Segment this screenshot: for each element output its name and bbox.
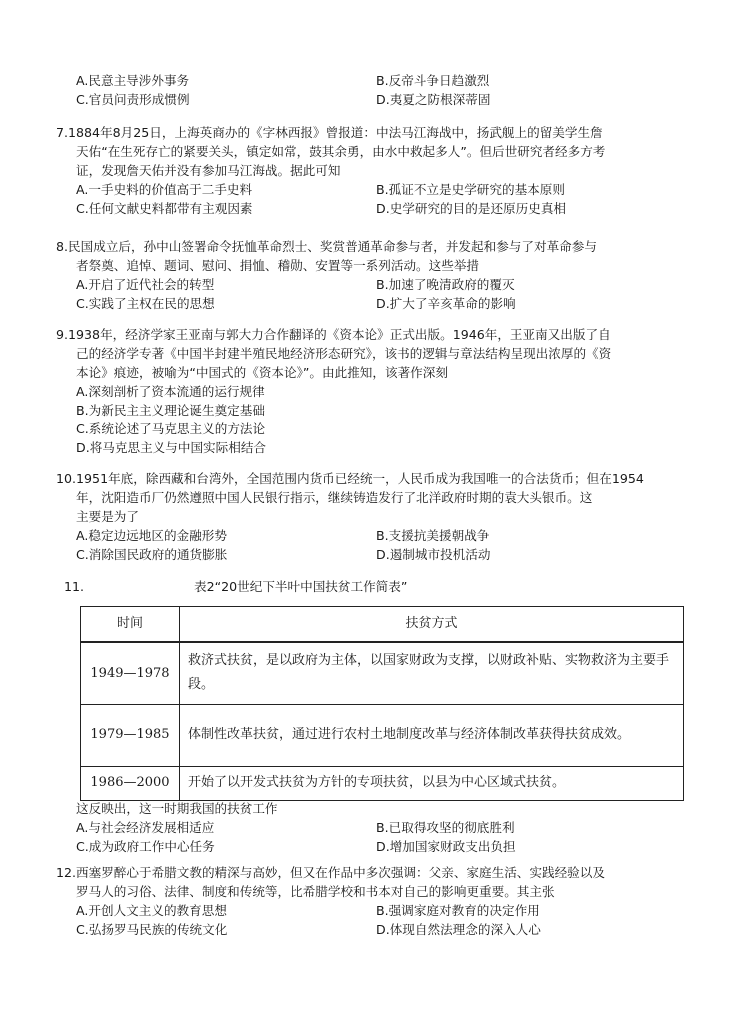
option-d[interactable]: D.扩大了辛亥革命的影响 xyxy=(376,295,516,311)
option-b[interactable]: B.反帝斗争日趋激烈 xyxy=(376,73,490,88)
question-12-stem-line: 罗马人的习俗、法律、制度和传统等，比希腊学校和书本对自己的影响更重要。其主张 xyxy=(76,883,555,899)
poverty-table xyxy=(80,606,684,801)
question-9-stem-line: 本论》痕迹，被喻为“中国式的《资本论》”。由此推知，该著作深刻 xyxy=(76,364,448,380)
option-d[interactable]: D.增加国家财政支出负担 xyxy=(376,838,516,854)
question-8-options xyxy=(56,276,688,314)
option-a[interactable]: A.民意主导涉外事务 xyxy=(76,73,190,88)
option-a[interactable]: A.一手史料的价值高于二手史料 xyxy=(76,181,253,197)
question-12-stem-line: 12.西塞罗醉心于希腊文教的精深与高妙，但又在作品中多次强调：父亲、家庭生活、实践经验以及 xyxy=(56,865,605,880)
option-d[interactable]: D.夷夏之防根深蒂固 xyxy=(376,91,491,107)
question-9-stem-line: 9.1938年，经济学家王亚南与郭大力合作翻译的《资本论》正式出版。1946年，王亚南又出版了自 xyxy=(56,327,611,342)
table-caption: 表2“20世纪下半叶中国扶贫工作简表” xyxy=(194,579,408,594)
option-b[interactable]: B.已取得攻坚的彻底胜利 xyxy=(376,819,515,835)
option-b[interactable]: B.孤证不立是史学研究的基本原则 xyxy=(376,181,565,197)
table-row xyxy=(81,766,684,800)
table-cell-method: 救济式扶贫，是以政府为主体，以国家财政为支撑，以财政补贴、实物救济为主要手段。 xyxy=(180,642,684,704)
table-cell-period: 1949—1978 xyxy=(81,642,180,704)
option-b[interactable]: B.强调家庭对教育的决定作用 xyxy=(376,902,540,918)
table-row xyxy=(81,642,684,704)
question-12 xyxy=(56,864,688,940)
option-a[interactable]: A.开启了近代社会的转型 xyxy=(76,276,215,292)
question-11-options xyxy=(76,819,696,857)
table-cell-method: 开始了以开发式扶贫为方针的专项扶贫，以县为中心区域式扶贫。 xyxy=(180,766,684,800)
option-d[interactable]: D.遏制城市投机活动 xyxy=(376,546,491,562)
question-10-stem-line: 年，沈阳造币厂仍然遵照中国人民银行指示，继续铸造发行了北洋政府时期的袁大头银币。这 xyxy=(76,489,593,505)
question-11-body xyxy=(76,800,696,857)
question-9 xyxy=(56,326,688,458)
table-cell-method: 体制性改革扶贫，通过进行农村土地制度改革与经济体制改革获得扶贫成效。 xyxy=(180,704,684,766)
option-c[interactable]: C.系统论述了马克思主义的方法论 xyxy=(76,421,266,437)
question-11-stem: 这反映出，这一时期我国的扶贫工作 xyxy=(76,801,278,816)
table-row xyxy=(81,704,684,766)
option-b[interactable]: B.支援抗美援朝战争 xyxy=(376,527,490,543)
table-header-row xyxy=(81,607,684,643)
question-8 xyxy=(56,238,688,314)
question-10-stem-line: 10.1951年底，除西藏和台湾外，全国范围内货币已经统一，人民币成为我国唯一的合法货币；但在1954 xyxy=(56,471,644,486)
option-c[interactable]: C.弘扬罗马民族的传统文化 xyxy=(76,921,228,937)
option-a[interactable]: A.深刻剖析了资本流通的运行规律 xyxy=(76,383,265,399)
question-7-stem-line: 7.1884年8月25日，上海英商办的《字林西报》曾报道：中法马江海战中，扬武舰上的留美学生詹 xyxy=(56,125,603,140)
option-a[interactable]: A.与社会经济发展相适应 xyxy=(76,819,215,835)
option-c[interactable]: C.任何文献史料都带有主观因素 xyxy=(76,200,253,216)
option-c[interactable]: C.消除国民政府的通货膨胀 xyxy=(76,546,228,562)
question-10 xyxy=(56,470,688,564)
option-d[interactable]: D.体现自然法理念的深入人心 xyxy=(376,921,541,937)
option-c[interactable]: C.成为政府工作中心任务 xyxy=(76,838,215,854)
question-10-options xyxy=(56,527,688,565)
question-6 xyxy=(56,72,688,110)
question-9-stem-line: 己的经济学专著《中国半封建半殖民地经济形态研究》，该书的逻辑与章法结构呈现出浓厚的《资 xyxy=(76,345,612,361)
question-10-stem-line: 主要是为了 xyxy=(76,508,139,524)
option-a[interactable]: A.稳定边远地区的金融形势 xyxy=(76,527,227,543)
table-cell-period: 1979—1985 xyxy=(81,704,180,766)
question-7-options xyxy=(56,181,688,219)
question-11-number: 11. xyxy=(64,579,85,594)
question-7-stem-line: 天佑“在生死存亡的紧要关头，镇定如常，鼓其余勇，由水中救起多人”。但后世研究者经多方考 xyxy=(76,143,606,159)
option-b[interactable]: B.加速了晚清政府的覆灭 xyxy=(376,276,515,292)
option-d[interactable]: D.史学研究的目的是还原历史真相 xyxy=(376,200,567,216)
question-12-options xyxy=(56,902,688,940)
question-9-options xyxy=(56,383,688,459)
table-cell-period: 1986—2000 xyxy=(81,766,180,800)
question-8-stem-line: 8.民国成立后，孙中山签署命令抚恤革命烈士、奖赏普通革命参与者，并发起和参与了对革命参与 xyxy=(56,239,597,254)
option-d[interactable]: D.将马克思主义与中国实际相结合 xyxy=(76,440,267,456)
table-header-period: 时间 xyxy=(81,607,180,643)
question-6-options xyxy=(56,72,688,110)
option-c[interactable]: C.实践了主权在民的思想 xyxy=(76,295,215,311)
question-7 xyxy=(56,124,688,218)
option-c[interactable]: C.官员问责形成惯例 xyxy=(76,91,190,107)
table-header-method: 扶贫方式 xyxy=(180,607,684,643)
option-a[interactable]: A.开创人文主义的教育思想 xyxy=(76,902,227,918)
option-b[interactable]: B.为新民主主义理论诞生奠定基础 xyxy=(76,402,265,418)
question-7-stem-line: 证，发现詹天佑并没有参加马江海战。据此可知 xyxy=(76,162,341,178)
question-8-stem-line: 者祭奠、追悼、题词、慰问、捐恤、稽勋、安置等一系列活动。这些举措 xyxy=(76,257,479,273)
